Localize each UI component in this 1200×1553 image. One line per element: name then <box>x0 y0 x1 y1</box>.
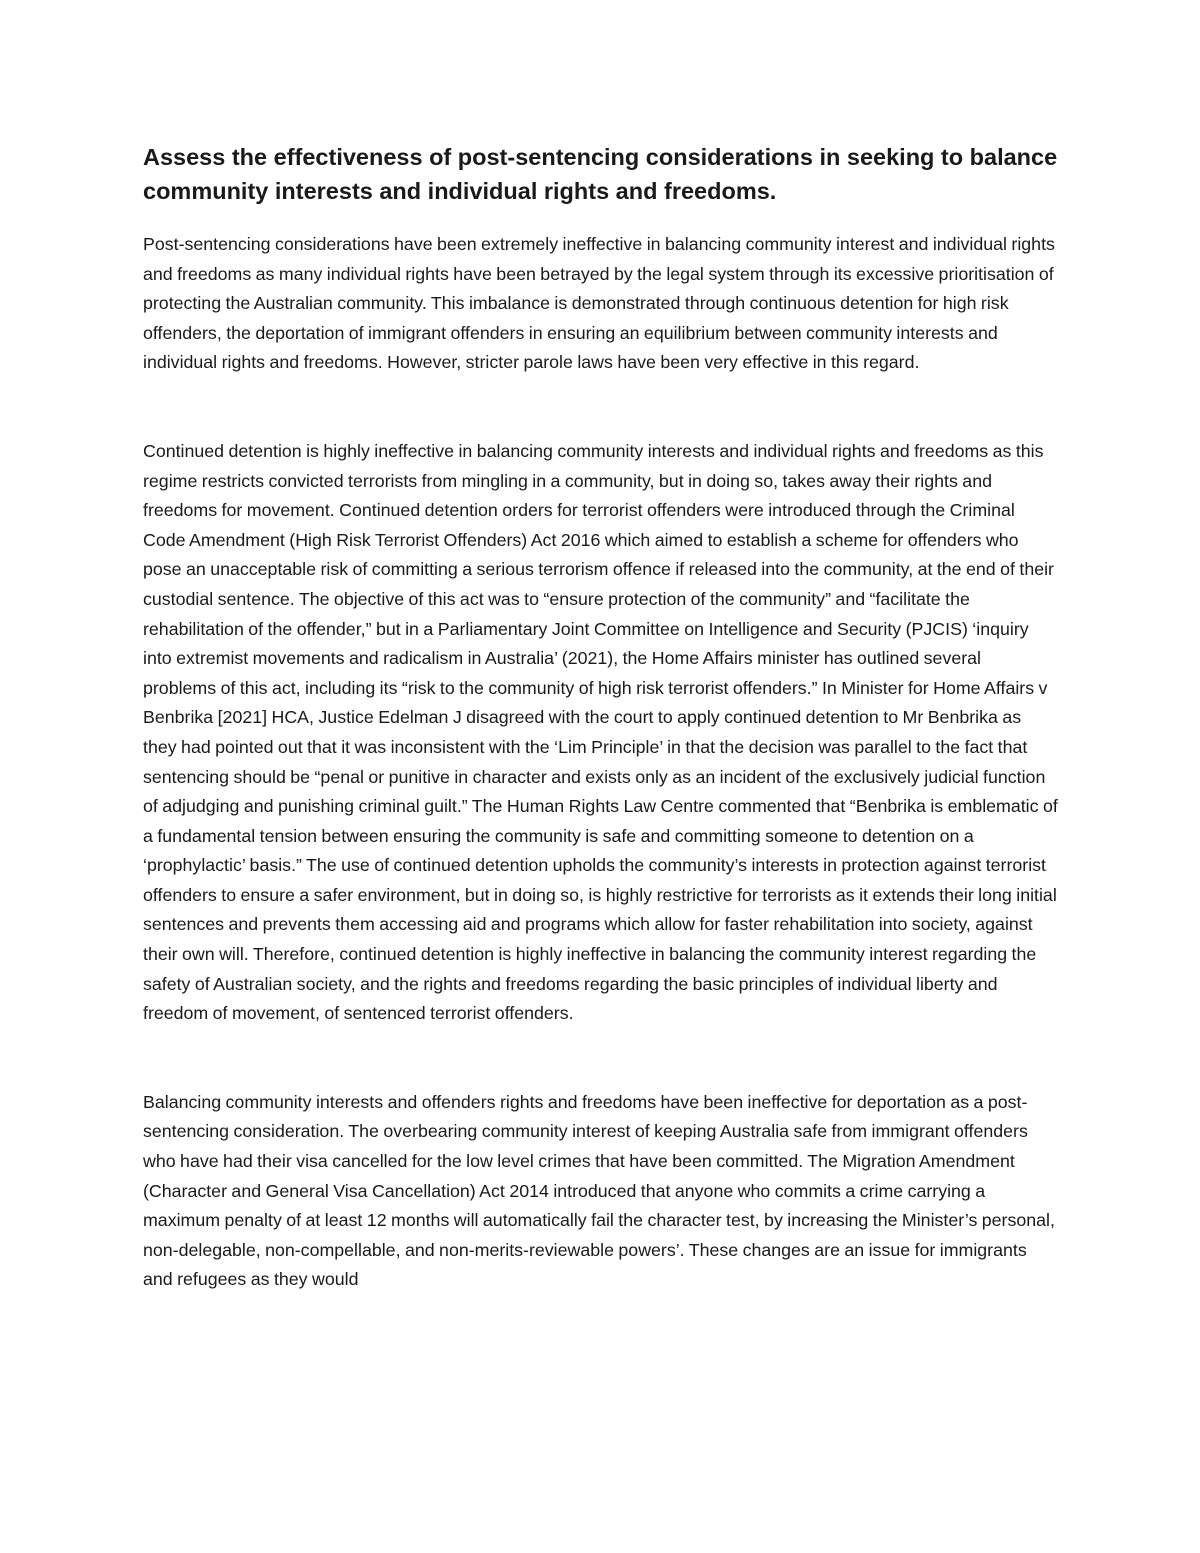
essay-title: Assess the effectiveness of post-sentencing considerations in seeking to balance community interests and individual rights and freedoms. <box>143 144 1058 204</box>
paragraph-continued-detention: Continued detention is highly ineffective in balancing community interests and individual rights and freedoms as this regime restricts convicted terrorists from mingling in a community, but in doing so, takes away their rights and freedoms for movement. Continued detention orders for terrorist offenders were introduced through the Criminal Code Amendment (High Risk Terrorist Offenders) Act 2016 which aimed to establish a scheme for offenders who pose an unacceptable risk of committing a serious terrorism offence if released into the community, at the end of their custodial sentence. The objective of this act was to “ensure protection of the community” and “facilitate the rehabilitation of the offender,” but in a Parliamentary Joint Committee on Intelligence and Security (PJCIS) ‘inquiry into extremist movements and radicalism in Australia’ (2021), the Home Affairs minister has outlined several problems of this act, including its “risk to the community of high risk terrorist offenders.” In Minister for Home Affairs v Benbrika [2021] HCA, Justice Edelman J disagreed with the court to apply continued detention to Mr Benbrika as they had pointed out that it was inconsistent with the ‘Lim Principle’ in that the decision was parallel to the fact that sentencing should be “penal or punitive in character and exists only as an incident of the exclusively judicial function of adjudging and punishing criminal guilt.” The Human Rights Law Centre commented that “Benbrika is emblematic of a fundamental tension between ensuring the community is safe and committing someone to detention on a ‘prophylactic’ basis.” The use of continued detention upholds the community’s interests in protection against terrorist offenders to ensure a safer environment, but in doing so, is highly restrictive for terrorists as it extends their long initial sentences and prevents them accessing aid and programs which allow for faster rehabilitation into society, against their own will. Therefore, continued detention is highly ineffective in balancing the community interest regarding the safety of Australian society, and the rights and freedoms regarding the basic principles of individual liberty and freedom of movement, of sentenced terrorist offenders. <box>143 440 1058 1024</box>
paragraph-introduction: Post-sentencing considerations have been extremely ineffective in balancing community interest and individual rights and freedoms as many individual rights have been betrayed by the legal system through its excessive prioritisation of protecting the Australian community. This imbalance is demonstrated through continuous detention for high risk offenders, the deportation of immigrant offenders in ensuring an equilibrium between community interests and individual rights and freedoms. However, stricter parole laws have been very effective in this regard. <box>143 234 1055 373</box>
document-body <box>143 140 1058 1295</box>
paragraph-deportation: Balancing community interests and offenders rights and freedoms have been ineffective for deportation as a post-sentencing consideration. The overbearing community interest of keeping Australia safe from immigrant offenders who have had their visa cancelled for the low level crimes that have been committed. The Migration Amendment (Character and General Visa Cancellation) Act 2014 introduced that anyone who commits a crime carrying a maximum penalty of at least 12 months will automatically fail the character test, by increasing the Minister’s personal, non-delegable, non-compellable, and non-merits-reviewable powers’. These changes are an issue for immigrants and refugees as they would <box>143 1091 1055 1290</box>
